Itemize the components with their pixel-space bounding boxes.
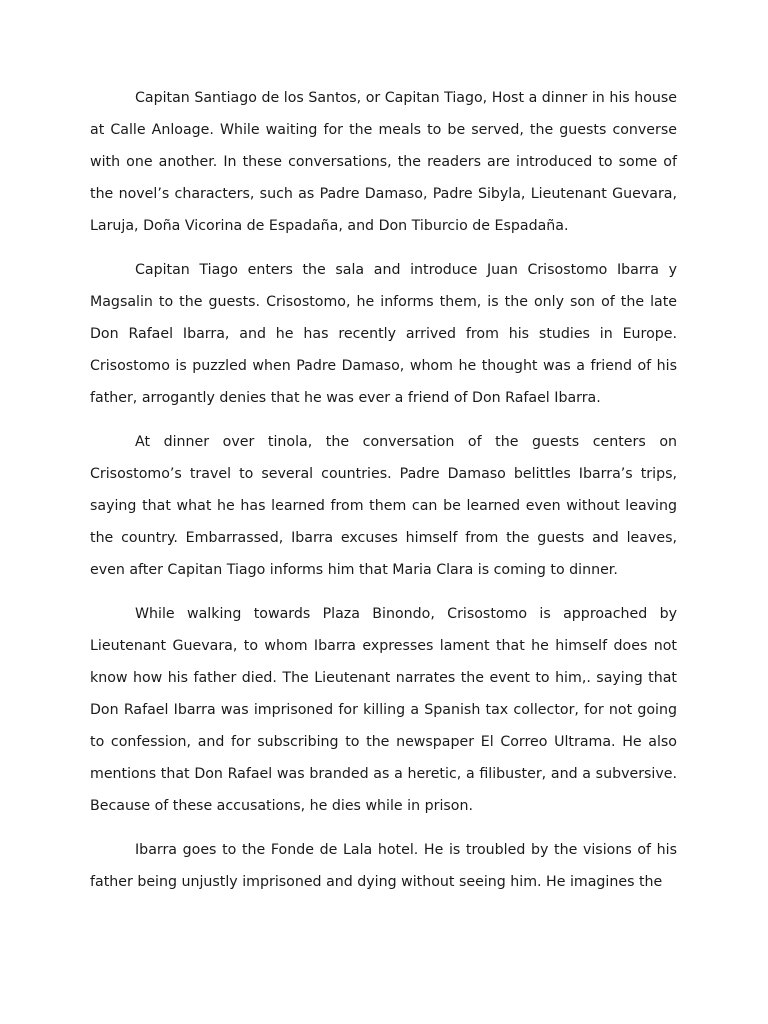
document-body — [90, 82, 677, 898]
paragraph-5: Ibarra goes to the Fonde de Lala hotel. He is troubled by the visions of his father being unjustly imprisoned and dying without seeing him. He imagines the — [90, 842, 677, 890]
paragraph-2: Capitan Tiago enters the sala and introduce Juan Crisostomo Ibarra y Magsalin to the guests. Crisostomo, he informs them, is the only son of the late Don Rafael Ibarra, and he has recently arrived from his studies in Europe. Crisostomo is puzzled when Padre Damaso, whom he thought was a friend of his father, arrogantly denies that he was ever a friend of Don Rafael Ibarra. — [90, 262, 677, 406]
paragraph-1: Capitan Santiago de los Santos, or Capitan Tiago, Host a dinner in his house at Calle Anloage. While waiting for the meals to be served, the guests converse with one another. In these conversations, the readers are introduced to some of the novel’s characters, such as Padre Damaso, Padre Sibyla, Lieutenant Guevara, Laruja, Doña Vicorina de Espadaña, and Don Tiburcio de Espadaña. — [90, 90, 677, 234]
paragraph-4: While walking towards Plaza Binondo, Crisostomo is approached by Lieutenant Guevara, to whom Ibarra expresses lament that he himself does not know how his father died. The Lieutenant narrates the event to him,. saying that Don Rafael Ibarra was imprisoned for killing a Spanish tax collector, for not going to confession, and for subscribing to the newspaper El Correo Ultrama. He also mentions that Don Rafael was branded as a heretic, a filibuster, and a subversive. Because of these accusations, he dies while in prison. — [90, 606, 677, 814]
paragraph-3: At dinner over tinola, the conversation of the guests centers on Crisostomo’s travel to several countries. Padre Damaso belittles Ibarra’s trips, saying that what he has learned from them can be learned even without leaving the country. Embarrassed, Ibarra excuses himself from the guests and leaves, even after Capitan Tiago informs him that Maria Clara is coming to dinner. — [90, 434, 677, 578]
